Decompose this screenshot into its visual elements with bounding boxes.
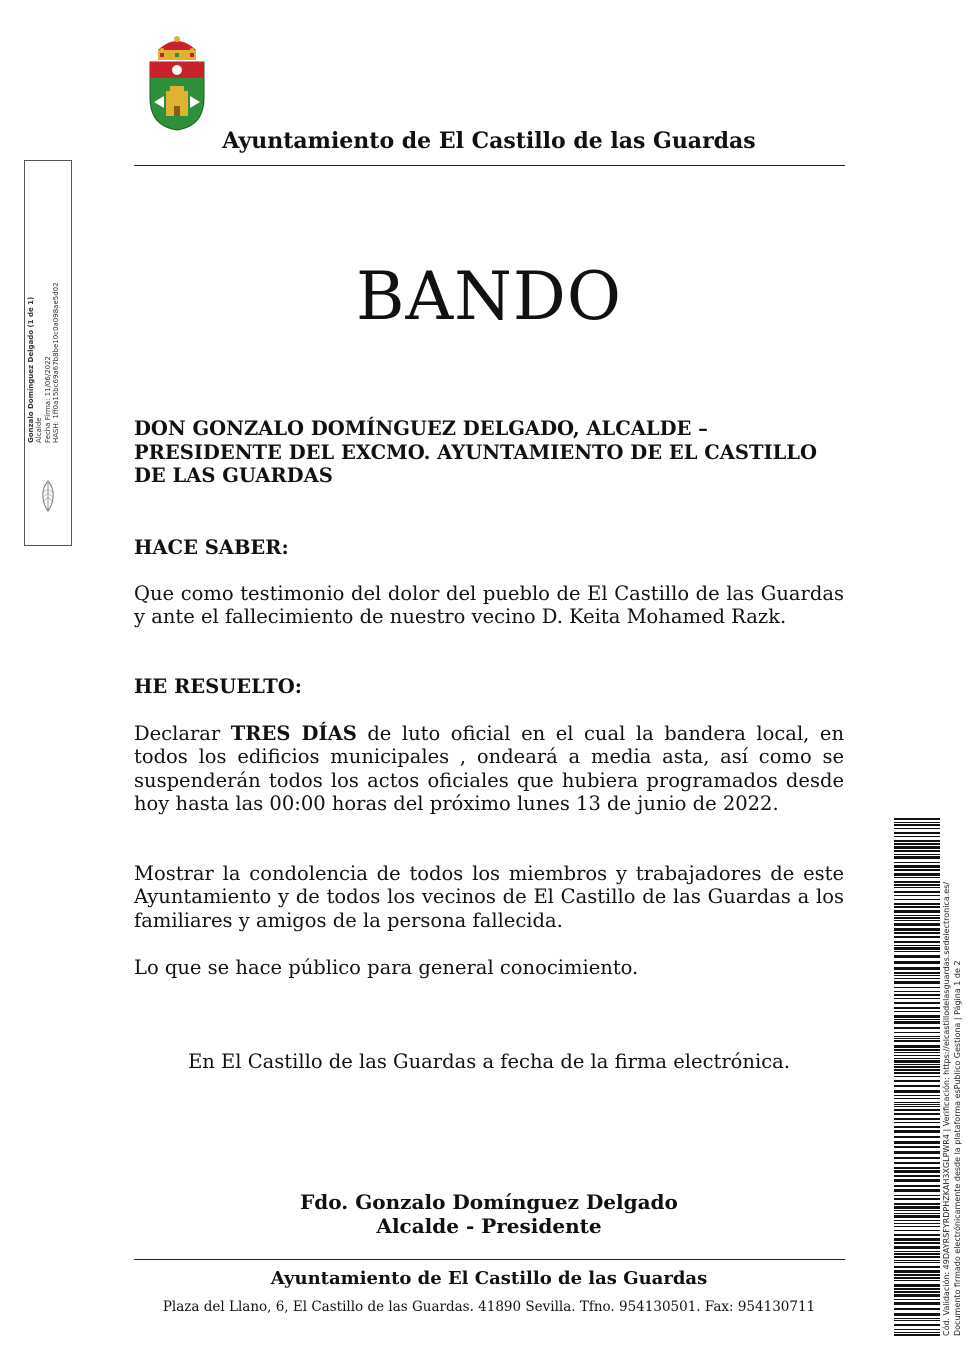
- validation-barcode: [894, 818, 940, 1336]
- header-title: Ayuntamiento de El Castillo de las Guardas: [222, 128, 756, 154]
- sender-block: [134, 417, 844, 488]
- place-date: En El Castillo de las Guardas a fecha de la firma electrónica.: [188, 1050, 790, 1073]
- sender-line: PRESIDENTE DEL EXCMO. AYUNTAMIENTO DE EL CASTILLO: [134, 440, 818, 464]
- paragraph-resolution: [134, 722, 844, 815]
- footer-address: Plaza del Llano, 6, El Castillo de las Guardas. 41890 Sevilla. Tfno. 954130501. Fax: 954130711: [162, 1299, 816, 1315]
- document-title: BANDO: [356, 258, 622, 335]
- header-divider: [134, 165, 845, 166]
- signature-block: [134, 1191, 844, 1238]
- resolution-text-start: Declarar: [134, 722, 231, 745]
- footer-divider: [134, 1259, 845, 1260]
- hace-saber-heading: HACE SABER:: [134, 536, 289, 559]
- validation-line: Documento firmado electrónicamente desde la plataforma esPublico Gestiona | Página 1 de 2: [952, 960, 962, 1336]
- stamp-hash: HASH: 1ff0a15bc69a67b8be10c0a098ae5d02: [51, 282, 60, 443]
- stamp-text: [27, 163, 60, 443]
- signature-role: Alcalde - Presidente: [376, 1213, 602, 1238]
- stamp-date: Fecha Firma: 11/06/2022: [43, 355, 52, 443]
- footer-title: Ayuntamiento de El Castillo de las Guardas: [270, 1268, 708, 1289]
- coat-of-arms-logo: [146, 36, 208, 132]
- signature-name: Fdo. Gonzalo Domínguez Delgado: [300, 1190, 678, 1214]
- paragraph-public-notice: Lo que se hace público para general conocimiento.: [134, 956, 639, 979]
- signature-stamp: [24, 160, 72, 546]
- stamp-signer: Gonzalo Domínguez Delgado (1 de 1): [27, 296, 35, 443]
- sender-line: DON GONZALO DOMÍNGUEZ DELGADO, ALCALDE –: [134, 417, 708, 440]
- resolution-highlight: TRES DÍAS: [230, 722, 357, 745]
- validation-line: Cód. Validación: 49DAYRSFYRDPHZKAH3XGLPWR4 | Verificación: https://elcastillodelasguardas.sedelectronica.es/: [942, 881, 951, 1336]
- feather-seal-icon: [37, 479, 59, 513]
- paragraph-testimony: Que como testimonio del dolor del pueblo de El Castillo de las Guardas y ante el fallecimiento de nuestro vecino D. Keita Mohamed Razk.: [134, 582, 844, 629]
- sender-line: DE LAS GUARDAS: [134, 464, 333, 487]
- validation-side-text: [942, 796, 963, 1336]
- he-resuelto-heading: HE RESUELTO:: [134, 675, 302, 698]
- resolution-text-end: de luto oficial en el cual la bandera local, en todos los edificios municipales , ondeará a media asta, así como se suspenderán todos los actos oficiales que hubiera programados desde hoy hasta las 00:00 horas del próximo lunes 13 de junio de 2022.: [134, 722, 844, 815]
- paragraph-condolence: Mostrar la condolencia de todos los miembros y trabajadores de este Ayuntamiento y de todos los vecinos de El Castillo de las Guardas a los familiares y amigos de la persona fallecida.: [134, 862, 844, 932]
- stamp-role: Alcalde: [35, 417, 44, 443]
